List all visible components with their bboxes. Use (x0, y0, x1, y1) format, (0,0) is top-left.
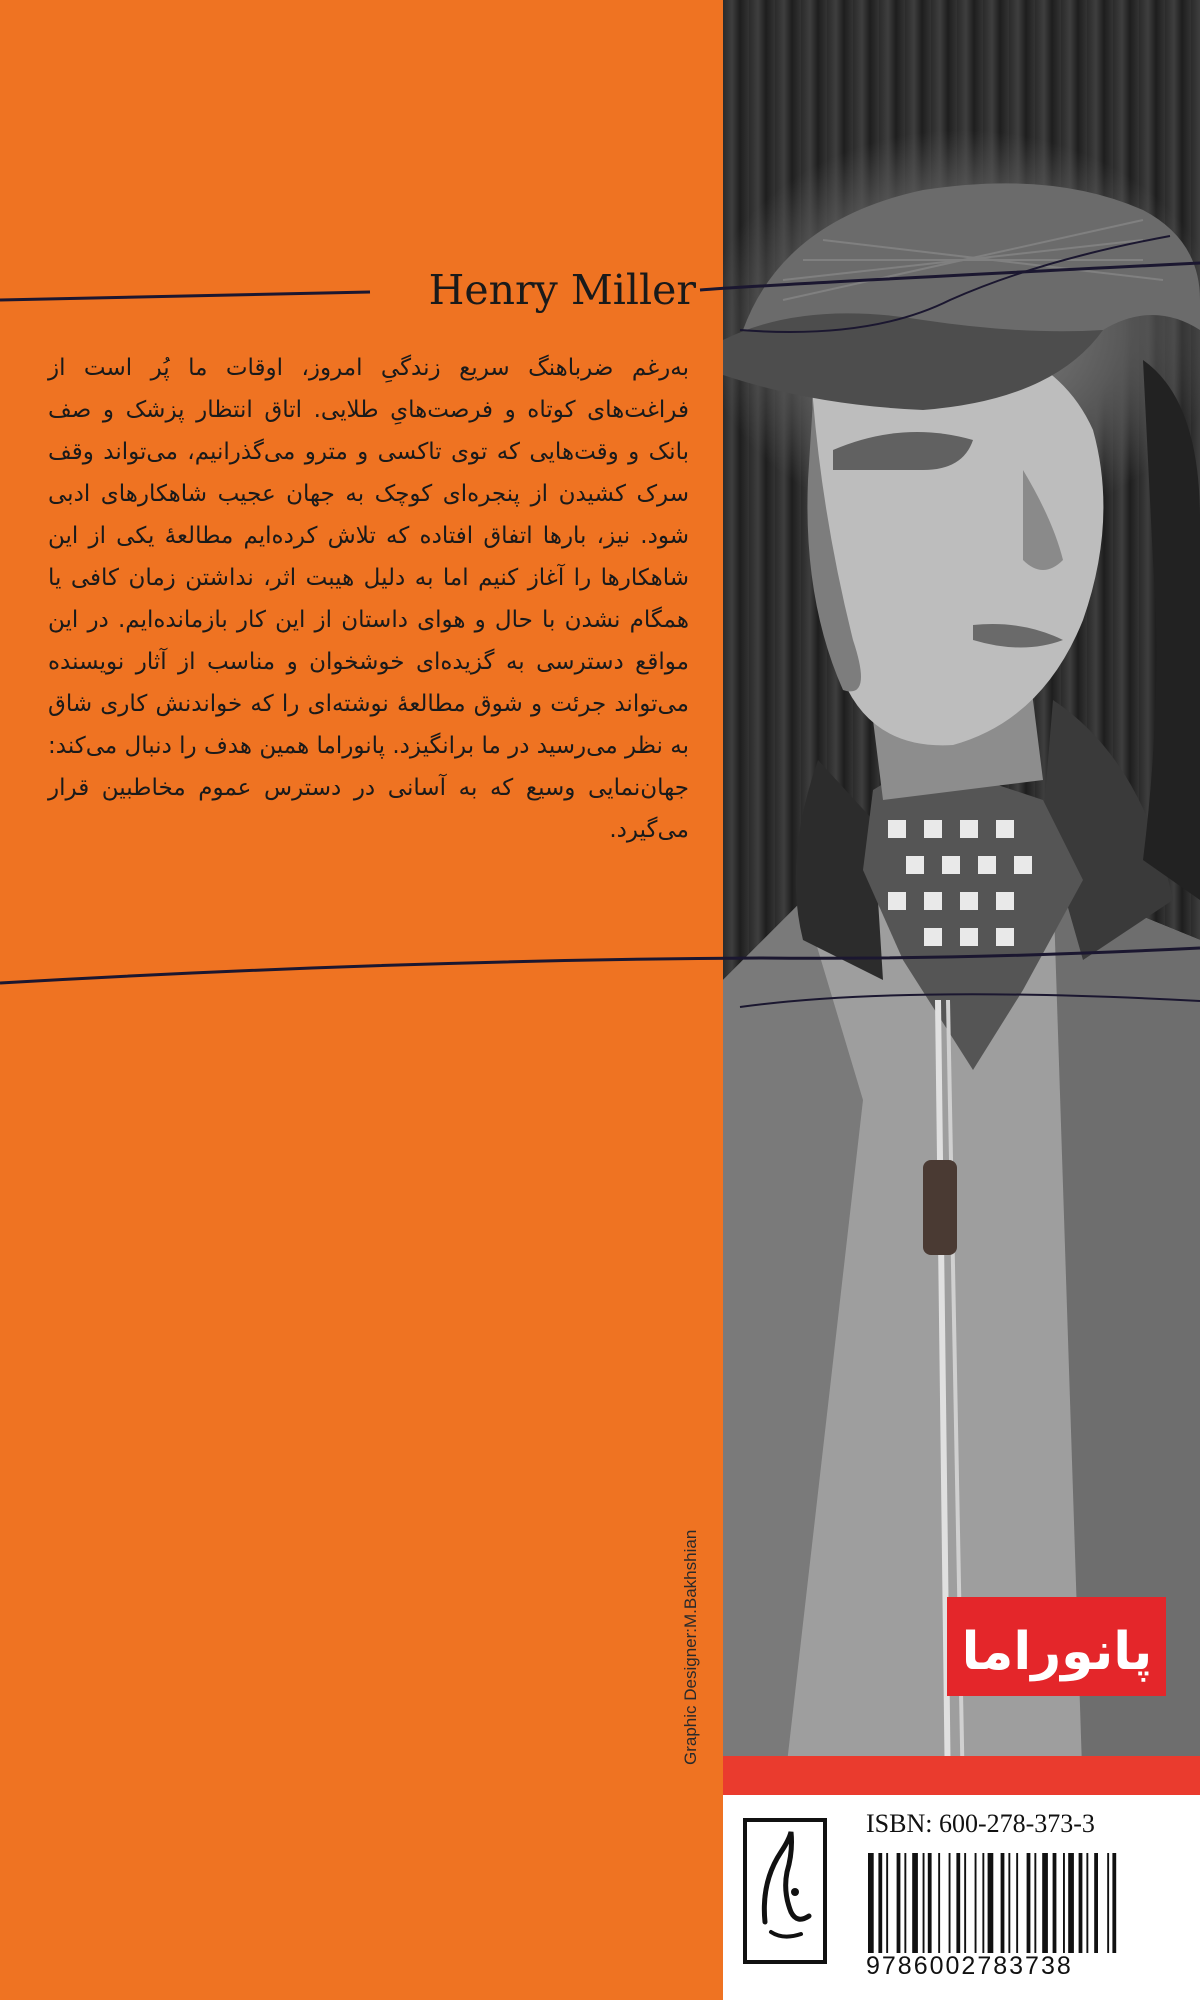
barcode-bar (938, 1853, 940, 1953)
barcode-number: 9786002783738 (866, 1952, 1073, 1980)
barcode-icon (866, 1853, 1186, 1953)
barcode-bar (886, 1853, 888, 1953)
barcode-bar (1068, 1853, 1074, 1953)
barcode-bar (1086, 1853, 1088, 1953)
barcode-bar (956, 1853, 960, 1953)
barcode-bar (1053, 1853, 1057, 1953)
barcode-bar (897, 1853, 901, 1953)
barcode-bar (1094, 1853, 1098, 1953)
isbn-label: ISBN: 600-278-373-3 (866, 1809, 1095, 1838)
back-cover-blurb: به‌رغم ضرباهنگ سریع زندگیِ امروز، اوقات ما پُر است از فراغت‌های کوتاه و فرصت‌هایِ طلایی. اتاق انتظار پزشک و صف بانک و وقت‌هایی که توی تاکسی و مترو می‌گذرانیم، می‌تواند وقف سرک کشیدن از پنجره‌ای کوچک به جهان عجیب شاهکارهای ادبی شود. نیز، بارها اتفاق افتاده که تلاش کرده‌ایم مطالعهٔ یکی از این شاهکارها را آغاز کنیم اما به دلیل هیبت اثر، نداشتن زمان کافی یا همگام نشدن با حال و هوای داستان از این کار بازمانده‌ایم. در این مواقع دسترسی به گزیده‌ای خوشخوان و مناسب از آثار نویسنده می‌تواند جرئت و شوق مطالعهٔ نوشته‌ای را که خواندنش کاری شاق به نظر می‌رسید در ما برانگیزد. پانوراما همین هدف را دنبال می‌کند: جهان‌نمایی وسیع که به آسانی در دسترس عموم مخاطبین قرار می‌گیرد. (48, 355, 689, 843)
barcode-bar (904, 1853, 906, 1953)
barcode-bar (878, 1853, 882, 1953)
barcode-bar (982, 1853, 984, 1953)
barcode-bar (1107, 1853, 1109, 1953)
barcode-bar (912, 1853, 918, 1953)
barcode-bar (1008, 1853, 1010, 1953)
barcode-bar (923, 1853, 925, 1953)
series-logo-text: پانوراما (961, 1622, 1153, 1682)
barcode-bar (1034, 1853, 1036, 1953)
barcode-bar (949, 1853, 951, 1953)
barcode-bar (1079, 1853, 1083, 1953)
barcode-bar (1016, 1853, 1018, 1953)
barcode-bar (1063, 1853, 1065, 1953)
publisher-logo-icon (731, 1812, 839, 1982)
barcode-bar (1112, 1853, 1116, 1953)
author-name: Henry Miller (396, 265, 696, 318)
red-strip (723, 1756, 1200, 1795)
barcode-bar (975, 1853, 977, 1953)
series-logo (947, 1597, 1166, 1696)
barcode-bar (1001, 1853, 1005, 1953)
barcode-bar (928, 1853, 932, 1953)
barcode-bar (988, 1853, 994, 1953)
barcode-bar (1027, 1853, 1031, 1953)
barcode-bar (964, 1853, 966, 1953)
designer-credit: Graphic Designer:M.Bakhshian (681, 1529, 700, 1765)
barcode-bar (868, 1853, 874, 1953)
barcode-bar (1042, 1853, 1048, 1953)
panorama-logo-icon (947, 1597, 1166, 1696)
